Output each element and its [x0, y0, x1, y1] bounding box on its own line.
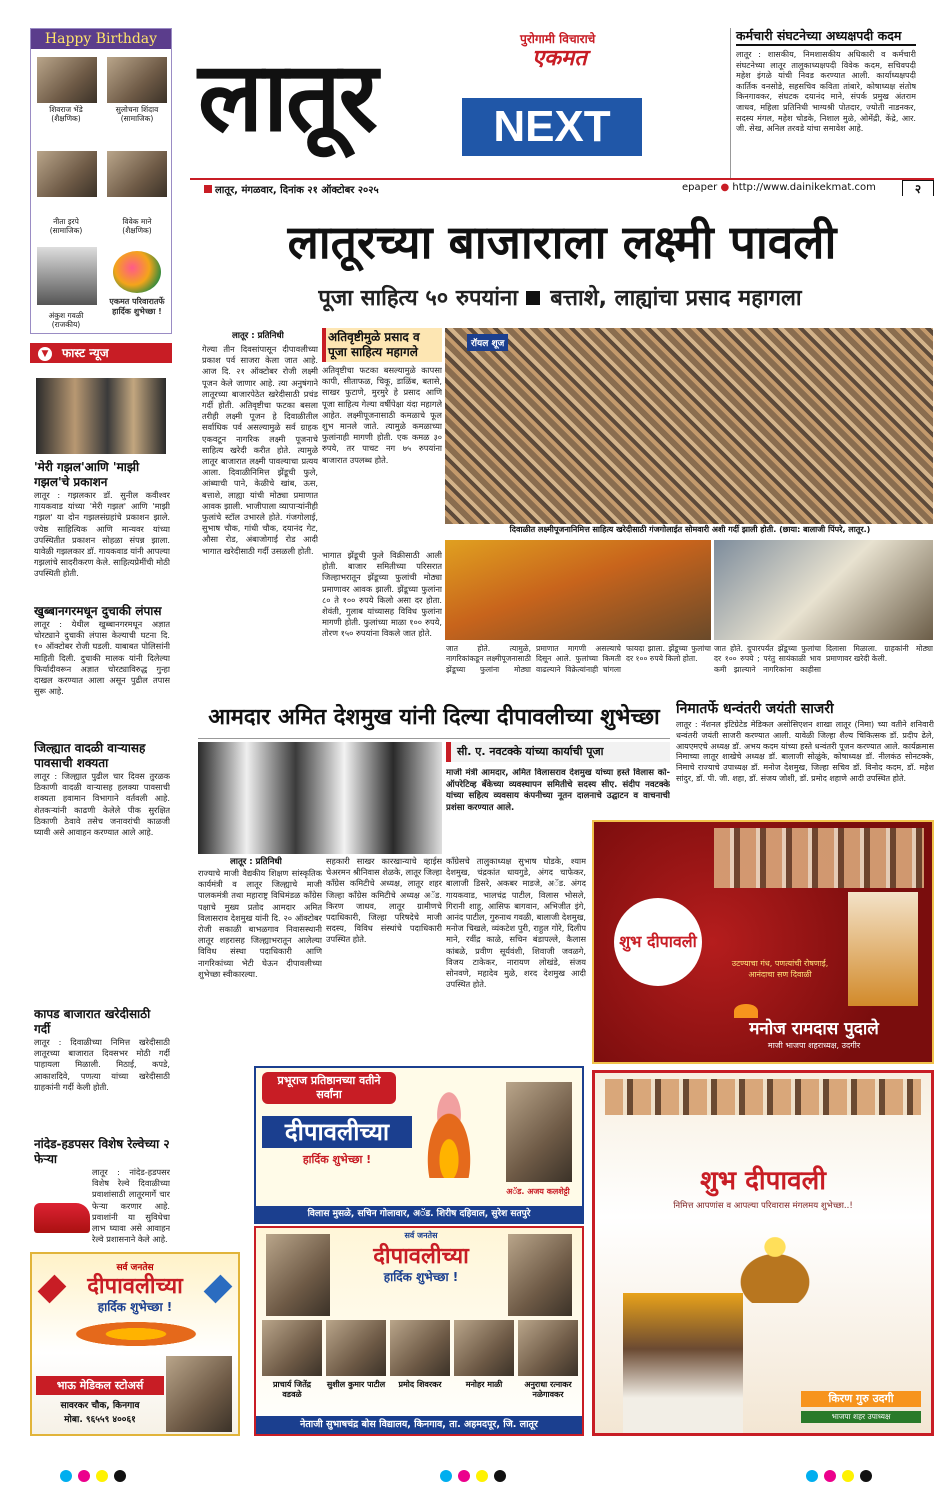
- color-registration-bar: [60, 1470, 880, 1484]
- masthead-next: NEXT: [462, 98, 642, 156]
- masthead: [180, 28, 724, 188]
- page-number: २: [902, 180, 934, 196]
- lead-box: [322, 328, 442, 542]
- yellow-dot-icon: [476, 1470, 488, 1482]
- fast-news-headline-5: नांदेड-हडपसर विशेष रेल्वेच्या २ फेऱ्या: [34, 1137, 170, 1166]
- ad5-wish: निमित्त आपणांस व आपल्या परिवारास मंगलमय शुभेच्छा..!: [673, 1201, 853, 1211]
- lead-col5: जात होते. दुपारपर्यंत झेंडूच्या फुलांचा दर १०० रुपये ; परंतु सायंकाळी भाव कमी झाल्याने नागरिकांना काहीसा दिलासा मिळाला. ग्राहकांनी मोठ्या प्रमाणावर खरेदी केली.: [714, 644, 933, 674]
- photo-person-4: [107, 151, 167, 197]
- lead-photo-2: [445, 540, 711, 640]
- fast-news-header: ▼ फास्ट न्यूज: [30, 343, 172, 363]
- ad3-portrait-right: [508, 1234, 572, 1316]
- ad4-wish: उटण्याचा गंध, पणत्यांची रोषणाई, आनंदाचा सण दिवाळी: [731, 959, 829, 979]
- story2-photo: [198, 742, 442, 854]
- photo-person-2: [107, 57, 167, 103]
- ad1-mobile: मोबा. ९६५५९ ४००६१: [64, 1415, 136, 1425]
- ad1-title: दीपावलीच्या: [87, 1274, 183, 1299]
- ad3-title: दीपावलीच्या: [373, 1244, 469, 1269]
- leaders-strip: [714, 828, 924, 888]
- ad5-name: किरण गुरु उदगी: [801, 1391, 921, 1407]
- fast-news-body-4: लातूर : दिवाळीच्या निमित्त खरेदीसाठी लातूरच्या बाजारात दिवसभर मोठी गर्दी पाहायला मिळाली. मिठाई, कपडे, आकाशदिवे, पणत्या यांच्या खरेदीसाठी ग्राहकांनी गर्दी केली होती.: [34, 1037, 170, 1092]
- lead-photo-sign: रॉयल शूज: [467, 334, 508, 351]
- lead-col3: भागात झेंडूची फुले विक्रीसाठी आली होती. बाजार समितीच्या परिसरात जिल्हाभरातून झेंडूच्या फुलांची मोठ्या प्रमाणावर आवक झाली. झेंडूच्या फुलांना ८० ते १०० रुपये किलो असा दर होता. शेवंती, गुलाब यांच्यासह विविध फुलांना मागणी होती. फुलांच्या माळा १०० रुपये, तोरण १५० रुपयांना विकले जात होते.: [322, 550, 442, 639]
- ad4-portrait: [848, 892, 918, 1006]
- black-dot-icon: [860, 1470, 872, 1482]
- birthday-panel: [30, 28, 172, 334]
- dateline-bar: [190, 178, 934, 196]
- ad2-lawyer: अॅड. अजय कलशेट्टी: [506, 1187, 570, 1196]
- ad3-person-photo-1: [262, 1320, 322, 1376]
- ad1-sub: हार्दिक शुभेच्छा !: [97, 1300, 173, 1314]
- person-2-name: सुलोचना शिंदाव (सामाजिक): [115, 105, 159, 123]
- ad2-names: विलास मुसळे, सचिन गोलावार, अॅड. शिरीष दहिवाल, सुरेश सतपुरे: [256, 1206, 582, 1222]
- bouquet-icon: [113, 251, 161, 293]
- ad2-portrait: [506, 1082, 572, 1182]
- fast-news-column: [34, 458, 170, 1304]
- fast-news-body-1: लातूर : गझलकार डॉ. सुनील कवीश्वर गायकवाड यांच्या 'मेरी गझल' आणि 'माझी गझल' या दोन गझलसंग्रहांचे प्रकाशन झाले. ज्येष्ठ साहित्यिक आणि मान्यवर यांच्या उपस्थितीत प्रकाशन सोहळा संपन्न झाला. यावेळी गझलकार डॉ. गायकवाड यांनी आपल्या गझलांचे सादरीकरण केले. साहित्यप्रेमींची मोठी उपस्थिती होती.: [34, 490, 170, 579]
- cyan-dot-icon: [440, 1470, 452, 1482]
- ad1-portrait: [166, 1356, 232, 1432]
- ad3-person-4: मनोहर माळी: [465, 1380, 503, 1389]
- ad-kiran: [592, 1070, 934, 1436]
- black-dot-icon: [494, 1470, 506, 1482]
- ad-netaji-school: [254, 1226, 584, 1436]
- lead-byline: लातूर : प्रतिनिधी: [232, 331, 284, 341]
- ad1-address: सावरकर चौक, किनगाव: [60, 1401, 140, 1411]
- story2-headline: आमदार अमित देशमुख यांनी दिल्या दीपावलीच्या शुभेच्छा: [198, 698, 670, 739]
- ad3-sub: हार्दिक शुभेच्छा !: [383, 1270, 459, 1284]
- ad5-greeting: शुभ दीपावली: [700, 1166, 826, 1196]
- fast-news-headline-1: 'मेरी गझल'आणि 'माझी गझल'चे प्रकाशन: [34, 460, 140, 489]
- lead-col1: गेल्या तीन दिवसांपासून दीपावलीच्या प्रकाश पर्व साजरा केला जात आहे. आज दि. २१ ऑक्टोबर रोजी लक्ष्मी पूजन केले जाणार आहे. त्या अनुषंगाने लातूरच्या बाजारपेठेत खरेदीसाठी प्रचंड गर्दी होती. अतिवृष्टीचा फटका बसला तरीही लक्ष्मी पूजन हे दिवाळीतील सर्वाधिक पर्व असल्यामुळे सर्व ग्राहक एकवटून नागरिक लक्ष्मी पूजनाचे साहित्य खरेदी करीत होते. त्यामुळे लातूर बाजारात लक्ष्मी पावल्याचा प्रत्यय आला. दिवाळीनिमित्त झेंडूची फुले, आंब्याची पाने, केळीचे खांब, ऊस, बत्ताशे, लाह्या यांची मोठ्या प्रमाणात आवक झाली. भाजीपाला व्यापाऱ्यांनीही फुलांचे स्टॉल उभारले होते. गंजगोलाई, सुभाष चौक, गांधी चौक, दयानंद गेट, औसा रोड, अंबाजोगाई रोड आदी भागात खरेदीसाठी गर्दी उसळली होती.: [202, 344, 318, 556]
- ad3-people: [262, 1320, 578, 1410]
- lead-headline: लातूरच्या बाजाराला लक्ष्मी पावली: [287, 215, 837, 269]
- person-3-name: नीता इरपे (सामाजिक): [49, 217, 83, 235]
- fast-news-headline-3: जिल्ह्यात वादळी वाऱ्यासह पावसाची शक्यता: [34, 741, 146, 770]
- person-4-name: विवेक माने (शैक्षणिक): [122, 217, 152, 235]
- ad3-school: नेताजी सुभाषचंद्र बोस विद्यालय, किनगाव, ता. अहमदपूर, जि. लातूर: [256, 1416, 582, 1434]
- ad-manoj-pudale: [592, 820, 934, 1064]
- lead-main-photo: [445, 328, 933, 524]
- ad-prabhuraj: [254, 1066, 584, 1224]
- fast-news-headline-2: खुब्बानगरमधून दुचाकी लंपास: [34, 604, 162, 618]
- cyan-dot-icon: [806, 1470, 818, 1482]
- ad3-person-photo-3: [390, 1320, 450, 1376]
- karmachari-headline: कर्मचारी संघटनेच्या अध्यक्षपदी कदम: [736, 28, 916, 46]
- story2-col3: काँग्रेसचे तालुकाध्यक्ष सुभाष घोडके, श्याम देशमुख, चंद्रकांत धायगुडे, अंगद चाफेकर, बालाजी डिसरे, अकबर माडजे, अॅड. अंगद गायकवाड, भालचंद्र पाटील, विलास भोसले, गिरानी शाहू, आसिफ बागवान, अभिजीत इंगे, आनंद पाटील, गुरुनाथ गवळी, बालाजी देशमुख, मनोज चिखले, व्यंकटेश पुरी, राहुल गोरे, दिलीप माने, रवींद्र काळे, सचिन बंडापल्ले, कैलास कांबळे, प्रवीण सूर्यवंशी, शिवाजी जवळगे, विजय टाकेकर, नारायण लोखंडे, संजय सोनवणे, महादेव मुळे, शरद देशमुख आदी उपस्थित होते.: [446, 856, 586, 990]
- lead-col4: जात होते. त्यामुळे, नागरिकांकडून लक्ष्मीपूजनासाठी झेंडूच्या फुलांना मोठ्या प्रमाणात मागणी असल्याचे दिसून आले. फुलांच्या किमती वाढल्याने विक्रेत्यांनाही चांगला फायदा झाला. झेंडूच्या फुलांचा दर १०० रुपये किलो होता.: [446, 644, 711, 674]
- magenta-dot-icon: [824, 1470, 836, 1482]
- ad3-person-photo-5: [518, 1320, 578, 1376]
- lead-photo-3: [714, 540, 933, 640]
- person-5-name: अंकुश गवळी (राजकीय): [48, 311, 84, 329]
- globe-icon: ●: [720, 182, 730, 193]
- story2-col1: राज्याचे माजी वैद्यकीय शिक्षण सांस्कृतिक कार्यमंत्री व लातूर जिल्ह्याचे माजी पालकमंत्री तथा महाराष्ट्र विधिमंडळ काँग्रेस पक्षाचे मुख्य प्रतोद आमदार अमित विलासराव देशमुख यांनी दि. २० ऑक्टोबर रोजी सकाळी बाभळगाव निवासस्थानी लातूर शहरासह जिल्ह्याभरातून आलेल्या विविध संस्था पदाधिकारी आणि नागरिकांच्या भेटी घेऊन दीपावलीच्या शुभेच्छा स्वीकारल्या.: [198, 868, 322, 979]
- photo-person-3: [37, 151, 97, 197]
- karmachari-body: लातूर : शासकीय, निमशासकीय अधिकारी व कर्मचारी संघटनेच्या लातूर तालुकाध्यक्षपदी विवेक कदम, सचिवपदी महेश इंगळे यांची निवड करण्यात आली. कार्याध्यक्षपदी कार्तिक वनसोडे, सहसचिव कविता तांबारे, कोषाध्यक्ष संतोष किनगावकर, संघटक दयानंद माने, संपर्क प्रमुख अंतराम जाधव, महिला प्रतिनिधी भाग्यश्री पोतदार, ज्योती नाडनकर, सदस्य मंगल, महेश चोडके, निशाल मुळे, ओमेंद्री, केंद्रे, आर. जी. सेख, अनिल तरवडे यांचा समावेश आहे.: [736, 49, 916, 134]
- fast-news-photo: [36, 378, 166, 454]
- lead-photo-caption: दिवाळीत लक्ष्मीपूजनानिमित्त साहित्य खरेदीसाठी गंजगोलाईत सोमवारी अशी गर्दी झाली होती. (छाया: बालाजी पिंपरे, लातूर.): [509, 525, 871, 534]
- ad-bhau-medical: [30, 1252, 240, 1436]
- masthead-paper: एकमत: [532, 46, 587, 71]
- photo-person-5: [37, 247, 97, 305]
- ad3-person-1: प्राचार्य जितेंद्र वडवळे: [272, 1380, 312, 1399]
- fast-news-body-2: लातूर : येथील खुब्बानगरमधून अज्ञात चोरट्याने दुचाकी लंपास केल्याची घटना दि. १० ऑक्टोबर रोजी घडली. याबाबत पोलिसांनी माहिती दिली. दुचाकी मालक यांनी दिलेल्या फिर्यादीवरून अज्ञात चोरट्याविरुद्ध गुन्हा दाखल करण्यात आला असून पुढील तपास सुरू आहे.: [34, 619, 170, 697]
- ad5-post: भाजपा शहर उपाध्यक्ष: [801, 1411, 921, 1423]
- story2-lede: माजी मंत्री आमदार, अमित विलासराव देशमुख यांच्या हस्ते विलास को-ऑपरेटिव्ह बँकेच्या व्यवस्थापन समितीचे सदस्य सीए. संदीप नवटक्के यांच्या सहित्य व्यवसाय कंपनीच्या नूतन दालनाचे उद्घाटन व वाचनाची प्रशंसा करण्यात आले.: [446, 768, 670, 813]
- masthead-tagline: पुरोगामी विचाराचे: [520, 32, 596, 46]
- masthead-logo: लातूर: [198, 41, 376, 153]
- chevron-down-icon: ▼: [38, 347, 52, 361]
- magenta-dot-icon: [458, 1470, 470, 1482]
- person-1-name: शिवराज भेंडे (शैक्षणिक): [49, 105, 83, 123]
- fast-news-headline-4: कापड बाजारात खरेदीसाठी गर्दी: [34, 1007, 151, 1036]
- fast-news-body-3: लातूर : जिल्ह्यात पुढील चार दिवस तुरळक ठिकाणी वादळी वाऱ्यासह हलक्या पावसाची शक्यता हवामान विभागाने वर्तवली आहे. शेतकऱ्यांनी काढणी केलेले पीक सुरक्षित ठिकाणी ठेवावे तसेच जनावरांची काळजी घ्यावी असे आवाहन करण्यात आले आहे.: [34, 771, 170, 838]
- ad2-top: प्रभूराज प्रतिष्ठानच्या वतीने सर्वांना: [262, 1072, 396, 1104]
- diya-icon: [66, 1320, 206, 1348]
- ad3-person-photo-2: [326, 1320, 386, 1376]
- ad4-greeting: शुभ दीपावली: [614, 898, 702, 986]
- ad3-person-2: सुशील कुमार पाटील: [326, 1380, 386, 1389]
- lead-box-body: अतिवृष्टीचा फटका बसल्यामुळे कापसा कापी, सीताफळ, चिकू, डाळिंब, बतासे, साखर फुटाणे, मुरमुरे हे प्रसाद आणि पूजा साहित्य गेल्या वर्षीपेक्षा यंदा महागले आहेत. लक्ष्मीपूजनासाठी कमळाचे फूल शुभ मानले जाते. त्यामुळे कमळाच्या फुलांनाही मागणी होती. एक कमळ ३० रुपये, तर पाचट नग ७५ रुपयांना बाजारात उपलब्ध होते.: [322, 365, 442, 465]
- epaper-link[interactable]: epaper ● http://www.dainikekmat.com: [682, 182, 876, 193]
- magenta-dot-icon: [78, 1470, 90, 1482]
- ad4-post: माजी भाजपा शहराध्यक्ष, उदगीर: [767, 1041, 861, 1050]
- ad1-shop: भाऊ मेडिकल स्टोअर्स: [36, 1376, 164, 1395]
- birthday-wish: एकमत परिवारातर्फे हार्दिक शुभेच्छा !: [109, 297, 165, 316]
- birthday-title: Happy Birthday: [31, 29, 171, 49]
- lead-box-headline: अतिवृष्टीमुळे प्रसाद व पूजा साहित्य महागले: [322, 328, 442, 362]
- yellow-dot-icon: [96, 1470, 108, 1482]
- nimat-headline: निमातर्फे धन्वंतरी जयंती साजरी: [676, 701, 834, 717]
- dateline-text: लातूर, मंगळवार, दिनांक २१ ऑक्टोबर २०२५: [204, 182, 379, 196]
- ad3-person-photo-4: [454, 1320, 514, 1376]
- cyan-dot-icon: [60, 1470, 72, 1482]
- ad3-from: सर्व जनतेस: [404, 1231, 438, 1240]
- ad2-sub: हार्दिक शुभेच्छा !: [302, 1153, 372, 1166]
- fast-news-body-5: लातूर : नांदेड-हडपसर विशेष रेल्वे दिवाळीच्या प्रवाशांसाठी लातूरमार्गे चार फेऱ्या करणार आहे. प्रवाशांनी या सुविधेचा लाभ घ्यावा असे आवाहन रेल्वे प्रशासनाने केले आहे.: [92, 1167, 170, 1245]
- black-dot-icon: [114, 1470, 126, 1482]
- lotus-icon: [734, 1004, 758, 1018]
- ad3-person-5: अनुराधा रत्नाकर नळेगावकर: [524, 1380, 572, 1399]
- separator-icon: [526, 291, 540, 305]
- photo-person-1: [37, 57, 97, 103]
- ad1-from: सर्व जनतेस: [116, 1263, 154, 1273]
- story2-col2: सहकारी साखर कारखान्याचे व्हाईस चेअरमन श्रीनिवास शेळके, लातूर जिल्हा काँग्रेस कमिटीचे अध्यक्ष, लातूर शहर जिल्हा काँग्रेस कमिटीचे अध्यक्ष अॅड. किरण जाधव, लातूर ग्रामीणचे पदाधिकारी, जिल्हा परिषदेचे माजी सदस्य, विविध संस्थांचे पदाधिकारी उपस्थित होते.: [326, 856, 442, 945]
- story2-sub: सी. ए. नवटक्के यांच्या कार्याची पूजा: [446, 742, 670, 762]
- lead-subheadline: पूजा साहित्य ५० रुपयांना बत्ताशे, लाह्यांचा प्रसाद महागला: [318, 286, 802, 311]
- ad4-name: मनोज रामदास पुदाले: [749, 1019, 879, 1039]
- train-icon: [34, 1203, 90, 1233]
- ad3-portrait-left: [266, 1234, 330, 1316]
- ad5-leaders-strip: [605, 1079, 921, 1115]
- yellow-dot-icon: [842, 1470, 854, 1482]
- diya-lady-icon: [416, 1088, 482, 1178]
- ad5-portrait: [623, 1293, 743, 1433]
- bullet-icon: [204, 185, 212, 193]
- story2-byline: लातूर : प्रतिनिधी: [230, 857, 282, 867]
- ad2-title: दीपावलीच्या: [262, 1116, 412, 1148]
- nimat-story: [676, 698, 934, 816]
- nimat-body: लातूर : नॅशनल इंटिग्रेटेड मेडिकल असोसिएशन शाखा लातूर (निमा) च्या वतीने शनिवारी धन्वंतरी जयंती साजरी करण्यात आली. यावेळी जिल्हा शैल्य चिकित्सक डॉ. प्रदीप ढेले, आयएमएचे अध्यक्ष डॉ. अभय कदम यांच्या हस्ते धन्वंतरी पूजन करण्यात आले. कार्यक्रमास निमाच्या लातूर शाखेचे अध्यक्ष डॉ. बालाजी सोळुंके, कोषाध्यक्ष डॉ. नीलकंठ सोनटक्के, निमाचे राज्याचे उपाध्यक्ष डॉ. मनोज देशमुख, जिल्हा सचिव डॉ. विनोद कदम, डॉ. महेश सांदुर, डॉ. पी. जी. शहा, डॉ. संजय जोशी, डॉ. प्रमोद शहाणे आदी उपस्थित होते.: [676, 720, 934, 783]
- ad3-person-3: प्रमोद शिवरकर: [398, 1380, 442, 1389]
- karmachari-story: [730, 28, 916, 178]
